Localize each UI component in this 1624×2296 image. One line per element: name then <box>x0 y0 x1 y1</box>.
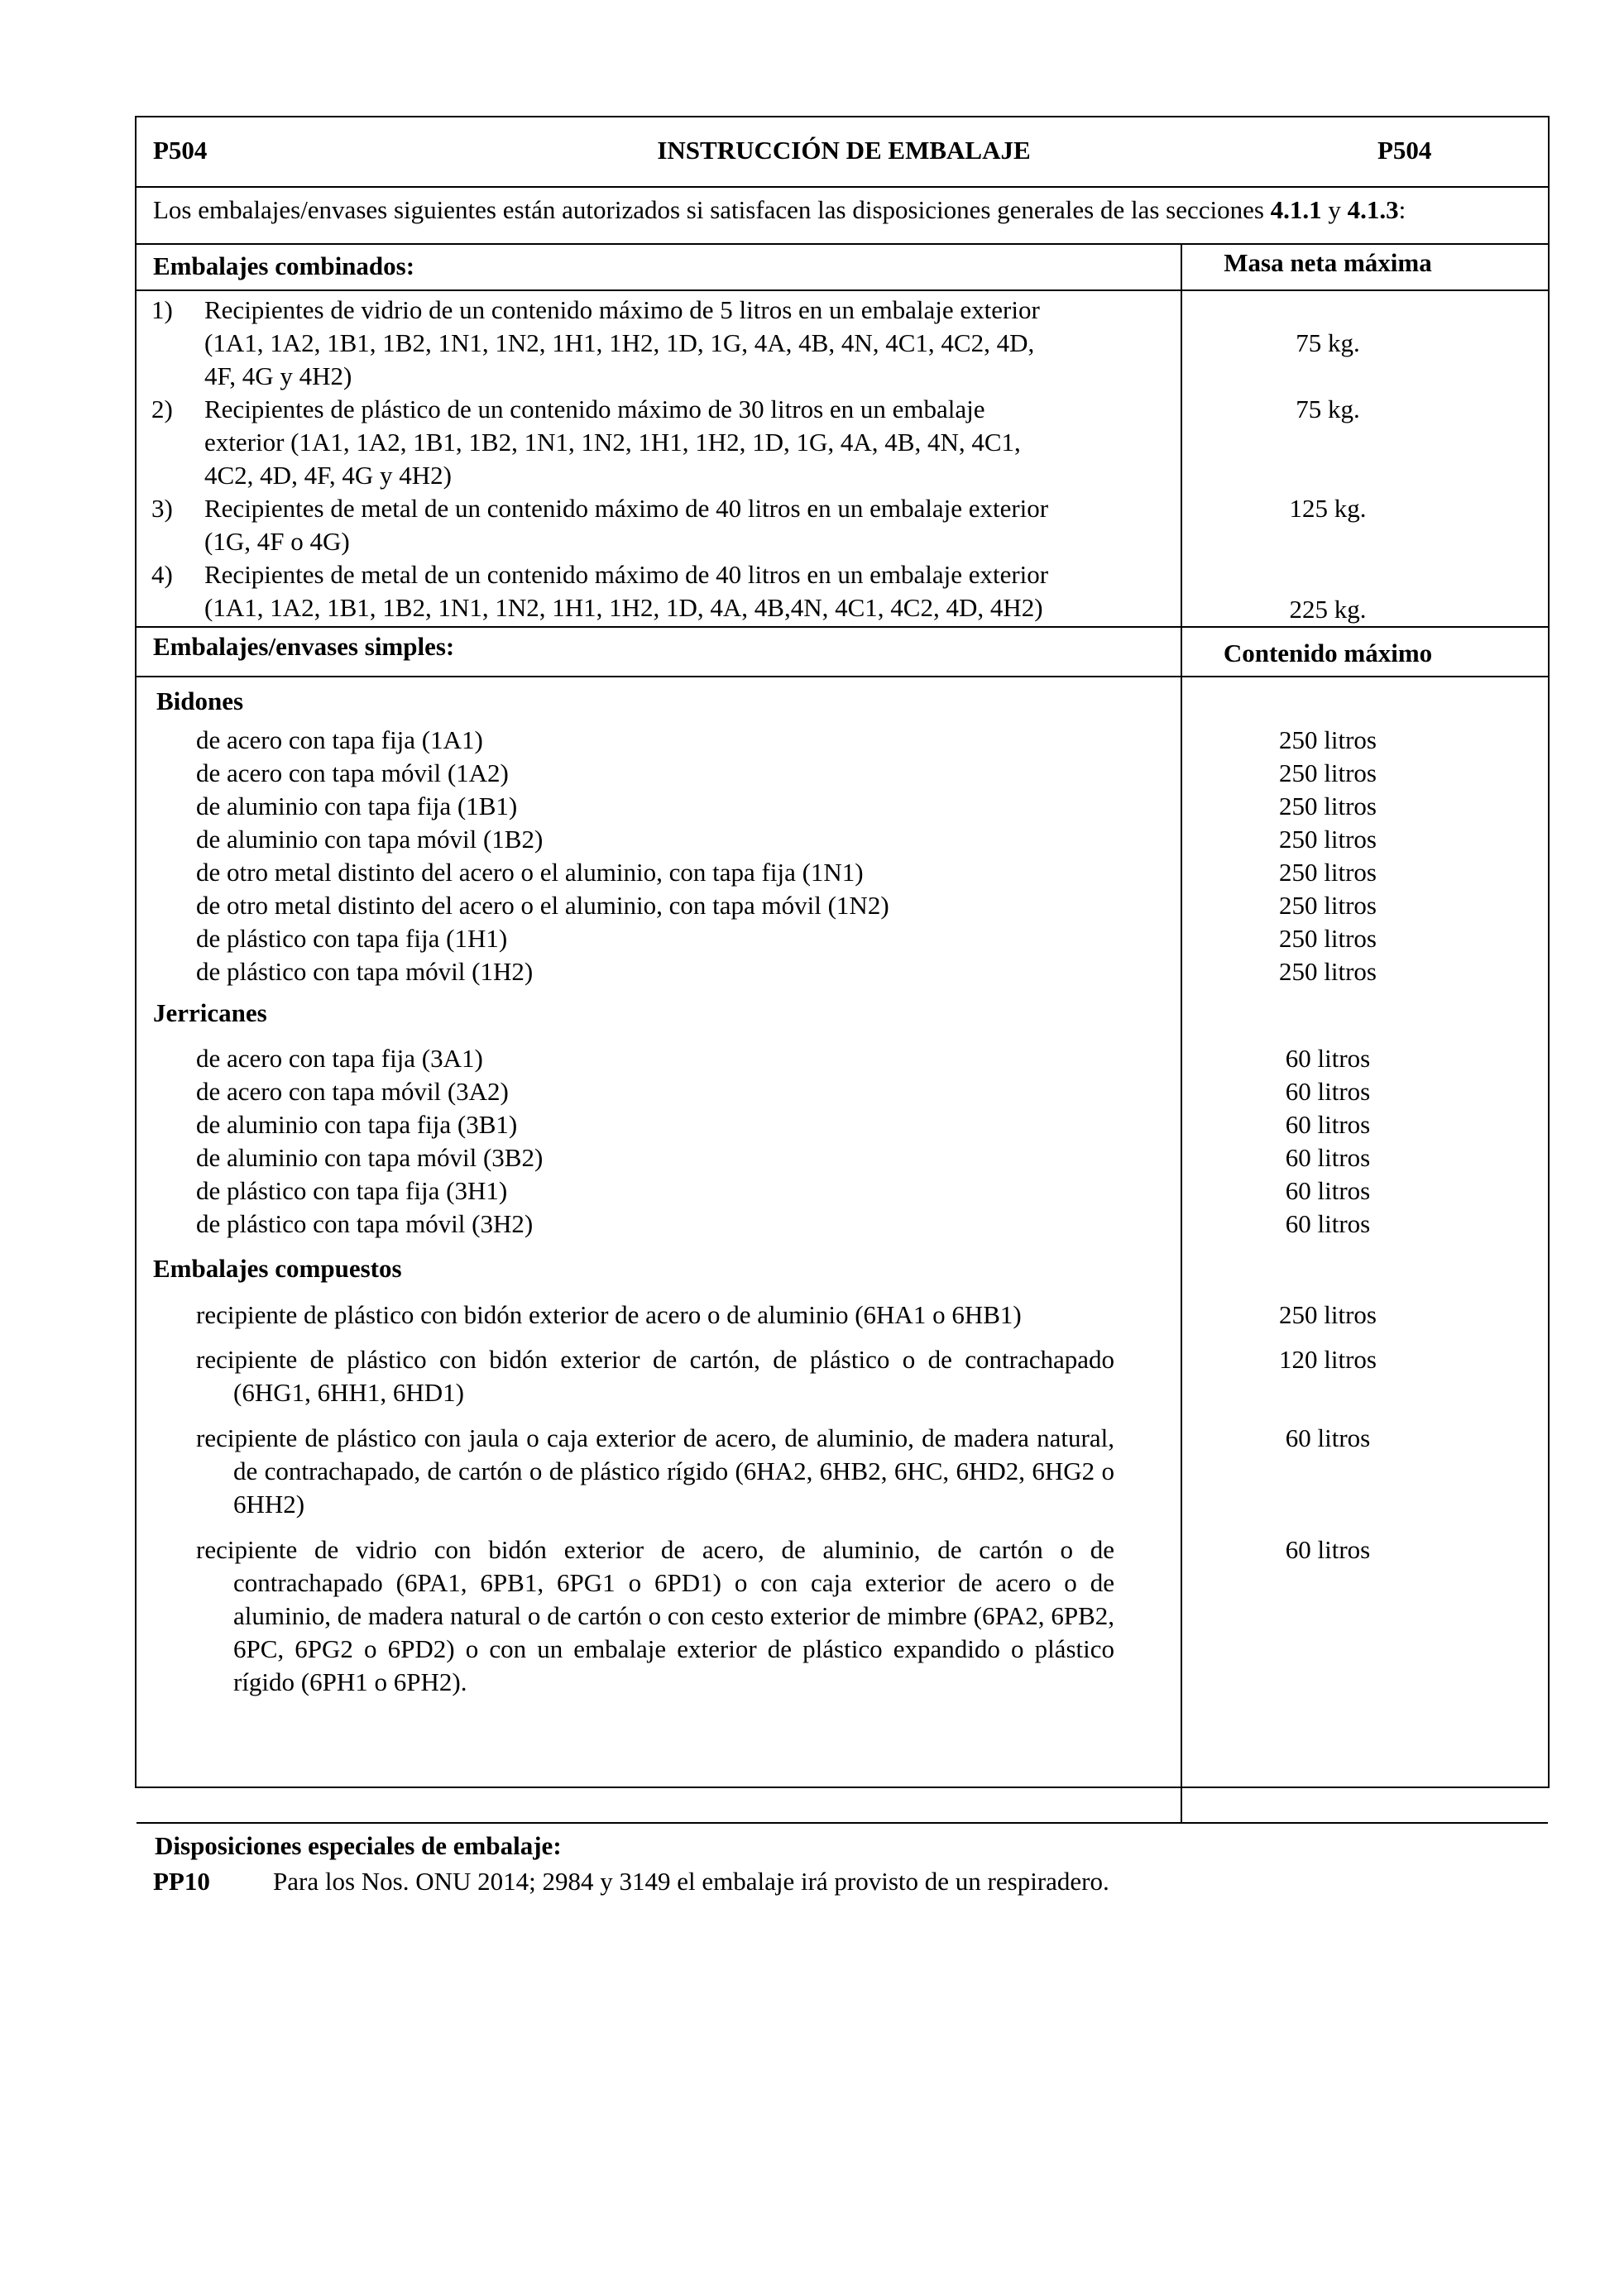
row-value: 60 litros <box>1285 1176 1371 1205</box>
table-row <box>137 1208 1548 1241</box>
divider <box>137 1822 1548 1824</box>
table-row <box>137 856 1548 889</box>
item-number: 3) <box>151 494 173 523</box>
table-row <box>137 1108 1548 1141</box>
divider <box>137 243 1548 245</box>
row-label: de aluminio con tapa fija (3B1) <box>196 1110 518 1139</box>
row-label: de otro metal distinto del acero o el aluminio, con tapa fija (1N1) <box>196 858 864 887</box>
composite-item <box>196 1343 1114 1409</box>
composite-item <box>196 1299 1114 1332</box>
single-heading: Embalajes/envases simples: <box>153 632 455 661</box>
instruction-code-right: P504 <box>1377 136 1432 165</box>
intro-text: Los embalajes/envases siguientes están autorizados si satisfacen las disposiciones generales de las secciones 4.1.1 y 4.1.3: <box>153 195 1406 224</box>
item-line: Recipientes de metal de un contenido máximo de 40 litros en un embalaje exterior <box>204 494 1049 523</box>
row-value: 250 litros <box>1279 957 1377 986</box>
item-line: (1A1, 1A2, 1B1, 1B2, 1N1, 1N2, 1H1, 1H2, 1D, 4A, 4B,4N, 4C1, 4C2, 4D, 4H2) <box>204 593 1043 622</box>
row-value: 250 litros <box>1279 891 1377 920</box>
table-row <box>137 922 1548 955</box>
table-row <box>137 757 1548 790</box>
row-label: de aluminio con tapa móvil (3B2) <box>196 1143 544 1172</box>
item-value: 75 kg. <box>1296 328 1360 357</box>
table-row <box>137 1042 1548 1075</box>
row-value: 250 litros <box>1279 858 1377 887</box>
jerricanes-title: Jerricanes <box>153 998 267 1027</box>
table-row <box>137 1141 1548 1174</box>
row-value: 250 litros <box>1279 792 1377 820</box>
row-value: 60 litros <box>1285 1077 1371 1106</box>
table-row <box>137 955 1548 988</box>
max-net-mass-heading: Masa neta máxima <box>1224 248 1432 277</box>
composite-item <box>196 1533 1114 1699</box>
row-label: de acero con tapa móvil (3A2) <box>196 1077 509 1106</box>
item-line: (1G, 4F o 4G) <box>204 527 350 556</box>
composite-value: 120 litros <box>1279 1345 1377 1374</box>
special-text: Para los Nos. ONU 2014; 2984 y 3149 el embalaje irá provisto de un respiradero. <box>273 1867 1109 1896</box>
item-line: (1A1, 1A2, 1B1, 1B2, 1N1, 1N2, 1H1, 1H2, 1D, 1G, 4A, 4B, 4N, 4C1, 4C2, 4D, <box>204 328 1035 357</box>
instruction-title: INSTRUCCIÓN DE EMBALAJE <box>657 136 1031 165</box>
composite-item <box>196 1422 1114 1521</box>
item-value: 75 kg. <box>1296 395 1360 423</box>
composite-value: 60 litros <box>1285 1423 1371 1452</box>
bidones-title: Bidones <box>156 686 244 715</box>
table-row <box>137 724 1548 757</box>
row-label: de plástico con tapa fija (1H1) <box>196 924 508 953</box>
row-label: de otro metal distinto del acero o el aluminio, con tapa móvil (1N2) <box>196 891 889 920</box>
row-value: 60 litros <box>1285 1110 1371 1139</box>
combined-heading: Embalajes combinados: <box>153 251 415 280</box>
row-label: de aluminio con tapa móvil (1B2) <box>196 825 544 854</box>
row-label: de plástico con tapa móvil (1H2) <box>196 957 534 986</box>
item-number: 4) <box>151 560 173 589</box>
divider <box>137 626 1548 628</box>
divider <box>137 186 1548 188</box>
composite-value: 60 litros <box>1285 1535 1371 1564</box>
row-value: 60 litros <box>1285 1143 1371 1172</box>
table-row <box>137 823 1548 856</box>
row-label: de plástico con tapa móvil (3H2) <box>196 1209 534 1238</box>
max-content-heading: Contenido máximo <box>1223 639 1433 667</box>
item-value: 125 kg. <box>1289 494 1367 523</box>
item-line: Recipientes de vidrio de un contenido máximo de 5 litros en un embalaje exterior <box>204 295 1040 324</box>
table-row <box>137 1174 1548 1208</box>
composite-value: 250 litros <box>1279 1300 1377 1329</box>
row-value: 60 litros <box>1285 1044 1371 1073</box>
item-line: Recipientes de metal de un contenido máximo de 40 litros en un embalaje exterior <box>204 560 1049 589</box>
item-line: 4C2, 4D, 4F, 4G y 4H2) <box>204 461 452 490</box>
row-label: de acero con tapa fija (1A1) <box>196 725 483 754</box>
row-value: 60 litros <box>1285 1209 1371 1238</box>
instruction-code-left: P504 <box>153 136 208 165</box>
item-line: 4F, 4G y 4H2) <box>204 361 352 390</box>
composite-text: recipiente de plástico con bidón exterior de cartón, de plástico o de contrachapado (6HG1, 6HH1, 6HD1) <box>196 1345 1114 1407</box>
row-label: de aluminio con tapa fija (1B1) <box>196 792 518 820</box>
compuestos-title: Embalajes compuestos <box>153 1254 402 1283</box>
item-line: Recipientes de plástico de un contenido máximo de 30 litros en un embalaje <box>204 395 985 423</box>
row-value: 250 litros <box>1279 924 1377 953</box>
divider <box>137 676 1548 677</box>
column-divider <box>1181 243 1182 1823</box>
item-number: 2) <box>151 395 173 423</box>
composite-text: recipiente de plástico con bidón exterior de acero o de aluminio (6HA1 o 6HB1) <box>196 1300 1022 1329</box>
row-label: de acero con tapa móvil (1A2) <box>196 758 509 787</box>
item-number: 1) <box>151 295 173 324</box>
special-code: PP10 <box>153 1867 210 1896</box>
row-label: de plástico con tapa fija (3H1) <box>196 1176 508 1205</box>
composite-text: recipiente de plástico con jaula o caja exterior de acero, de aluminio, de madera natural, de contrachapado, de cartón o de plástico rígido (6HA2, 6HB2, 6HC, 6HD2, 6HG2 o 6HH2) <box>196 1423 1114 1519</box>
row-label: de acero con tapa fija (3A1) <box>196 1044 483 1073</box>
table-row <box>137 889 1548 922</box>
item-value: 225 kg. <box>1289 595 1367 624</box>
table-row <box>137 1075 1548 1108</box>
divider <box>137 289 1548 291</box>
item-line: exterior (1A1, 1A2, 1B1, 1B2, 1N1, 1N2, 1H1, 1H2, 1D, 1G, 4A, 4B, 4N, 4C1, <box>204 428 1021 457</box>
row-value: 250 litros <box>1279 825 1377 854</box>
composite-text: recipiente de vidrio con bidón exterior de acero, de aluminio, de cartón o de contrachapado (6PA1, 6PB1, 6PG1 o 6PD1) o con caja exterior de acero o de aluminio, de madera natural o de cartón o con cesto exterior de mimbre (6PA2, 6PB2, 6PC, 6PG2 o 6PD2) o con un embalaje exterior de plástico expandido o plástico rígido (6PH1 o 6PH2). <box>196 1535 1114 1696</box>
packing-instruction-table <box>135 116 1550 1896</box>
row-value: 250 litros <box>1279 725 1377 754</box>
special-heading: Disposiciones especiales de embalaje: <box>155 1831 562 1860</box>
row-value: 250 litros <box>1279 758 1377 787</box>
table-row <box>137 790 1548 823</box>
